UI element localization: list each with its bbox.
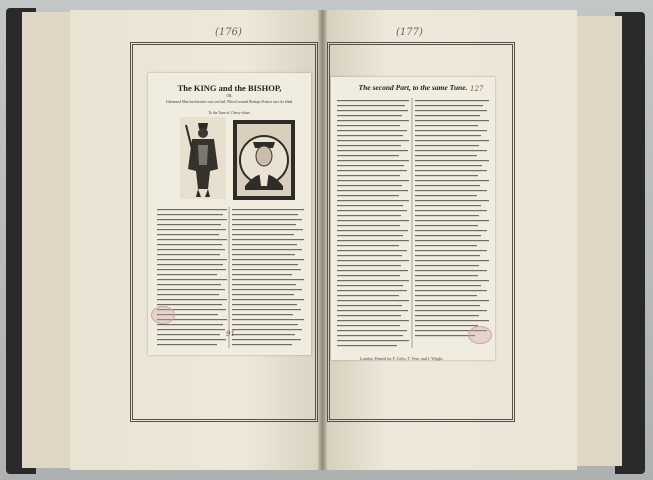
left-ballad-subtitle: Unlearned Men hard matters out can find, When Learned Bishops Princes eyes do blind. [165, 100, 294, 104]
left-page-ref: 91 [226, 330, 235, 338]
right-column-2 [415, 100, 489, 336]
left-ballad-or: OR, [226, 94, 233, 98]
left-folio: (176) [215, 27, 242, 38]
right-ballad-title: The second Part, to the same Tune. [358, 83, 468, 92]
right-library-stamp [468, 326, 492, 344]
right-folio: (177) [396, 27, 423, 38]
right-imprint: London, Printed for F. Coles, T. Vere, and J. Wright. [360, 356, 444, 361]
right-page-ref: 127 [470, 85, 484, 93]
left-ballad-title: The KING and the BISHOP, [177, 83, 282, 93]
left-ballad-tune: To the Tune of, Chevy-chase. [208, 111, 251, 115]
right-column-1 [337, 100, 409, 346]
